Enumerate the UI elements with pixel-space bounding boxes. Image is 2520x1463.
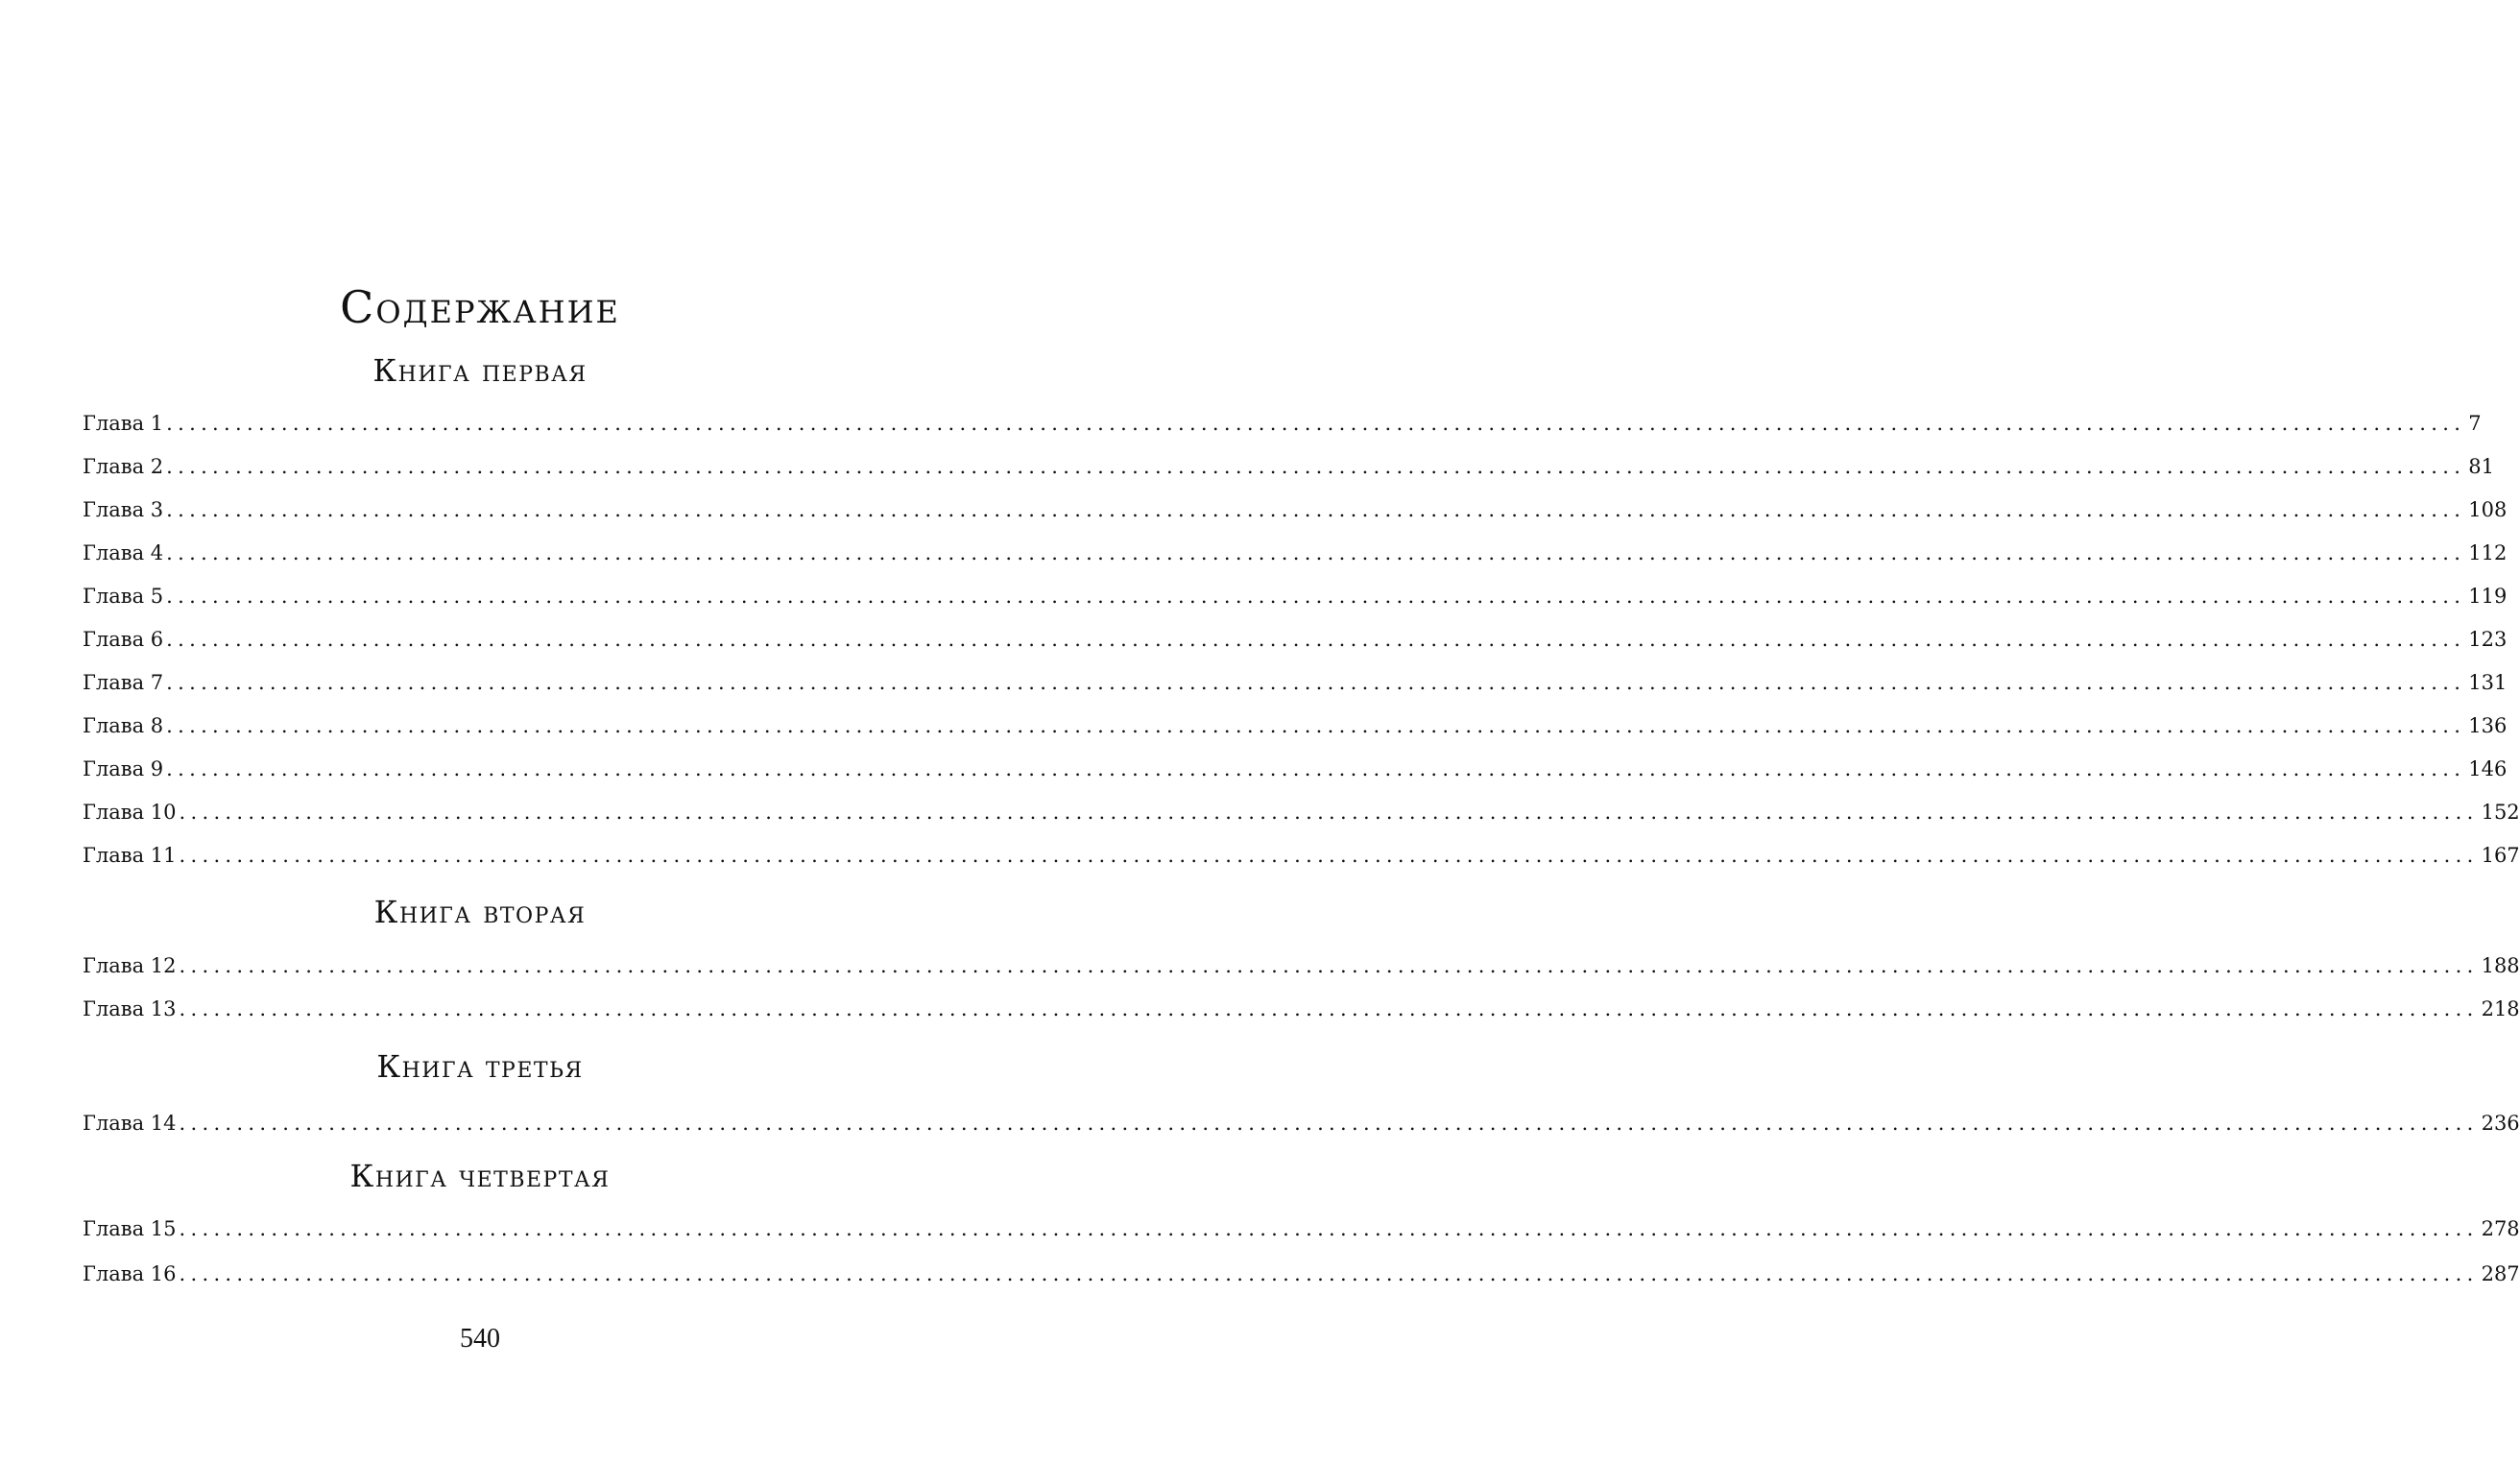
toc-entry xyxy=(83,995,2520,1023)
chapter-label: Глава 13 xyxy=(83,997,177,1020)
book-heading: Книга третья xyxy=(376,1048,584,1085)
toc-entry xyxy=(83,841,2520,870)
chapter-page: 146 xyxy=(2468,757,2508,780)
dot-leader: ........................................................................................................................................................................................................ xyxy=(166,498,2466,521)
chapter-page: 278 xyxy=(2481,1217,2520,1240)
dot-leader: ........................................................................................................................................................................................................ xyxy=(179,954,2479,977)
dot-leader: ........................................................................................................................................................................................................ xyxy=(166,671,2466,694)
chapter-label: Глава 11 xyxy=(83,844,177,867)
chapter-label: Глава 2 xyxy=(83,455,164,478)
chapter-page: 167 xyxy=(2481,844,2520,867)
chapter-label: Глава 10 xyxy=(83,801,177,824)
chapter-label: Глава 3 xyxy=(83,498,164,521)
chapter-label: Глава 12 xyxy=(83,954,177,977)
page-number: 540 xyxy=(460,1324,500,1354)
toc-entry xyxy=(83,582,2508,611)
chapter-page: 152 xyxy=(2481,801,2520,824)
book-heading: Книга первая xyxy=(372,352,588,389)
chapter-label: Глава 5 xyxy=(83,585,164,608)
dot-leader: ........................................................................................................................................................................................................ xyxy=(179,1112,2479,1135)
page-title: Содержание xyxy=(340,281,620,333)
toc-entry xyxy=(83,1259,2520,1288)
toc-entry xyxy=(83,495,2508,524)
chapter-page: 123 xyxy=(2468,628,2508,651)
toc-entry xyxy=(83,1214,2520,1243)
chapter-page: 108 xyxy=(2468,498,2508,521)
dot-leader: ........................................................................................................................................................................................................ xyxy=(166,628,2466,651)
dot-leader: ........................................................................................................................................................................................................ xyxy=(179,1217,2479,1240)
toc-entry xyxy=(83,539,2508,567)
book-heading: Книга четвертая xyxy=(349,1158,611,1194)
chapter-page: 287 xyxy=(2481,1262,2520,1285)
toc-entry xyxy=(83,798,2520,827)
chapter-page: 112 xyxy=(2468,541,2508,564)
dot-leader: ........................................................................................................................................................................................................ xyxy=(166,412,2466,435)
dot-leader: ........................................................................................................................................................................................................ xyxy=(166,757,2466,780)
toc-entry xyxy=(83,409,2482,438)
toc-entry xyxy=(83,452,2494,481)
chapter-page: 81 xyxy=(2468,455,2494,478)
chapter-page: 236 xyxy=(2481,1112,2520,1135)
dot-leader: ........................................................................................................................................................................................................ xyxy=(166,585,2466,608)
chapter-label: Глава 16 xyxy=(83,1262,177,1285)
toc-entry xyxy=(83,951,2520,980)
dot-leader: ........................................................................................................................................................................................................ xyxy=(179,997,2479,1020)
toc-entry xyxy=(83,755,2508,783)
toc-entry xyxy=(83,668,2508,697)
toc-entry xyxy=(83,625,2508,654)
toc-entry xyxy=(83,1109,2520,1138)
toc-entry xyxy=(83,711,2508,740)
chapter-page: 218 xyxy=(2481,997,2520,1020)
chapter-label: Глава 6 xyxy=(83,628,164,651)
chapter-label: Глава 1 xyxy=(83,412,164,435)
dot-leader: ........................................................................................................................................................................................................ xyxy=(166,541,2466,564)
book-heading: Книга вторая xyxy=(373,894,587,930)
chapter-page: 7 xyxy=(2468,412,2482,435)
dot-leader: ........................................................................................................................................................................................................ xyxy=(179,844,2479,867)
dot-leader: ........................................................................................................................................................................................................ xyxy=(166,714,2466,737)
dot-leader: ........................................................................................................................................................................................................ xyxy=(179,801,2479,824)
chapter-page: 188 xyxy=(2481,954,2520,977)
chapter-label: Глава 9 xyxy=(83,757,164,780)
chapter-label: Глава 14 xyxy=(83,1112,177,1135)
chapter-page: 119 xyxy=(2468,585,2508,608)
dot-leader: ........................................................................................................................................................................................................ xyxy=(166,455,2466,478)
chapter-page: 131 xyxy=(2468,671,2508,694)
chapter-label: Глава 8 xyxy=(83,714,164,737)
chapter-label: Глава 4 xyxy=(83,541,164,564)
dot-leader: ........................................................................................................................................................................................................ xyxy=(179,1262,2479,1285)
chapter-label: Глава 15 xyxy=(83,1217,177,1240)
chapter-label: Глава 7 xyxy=(83,671,164,694)
chapter-page: 136 xyxy=(2468,714,2508,737)
